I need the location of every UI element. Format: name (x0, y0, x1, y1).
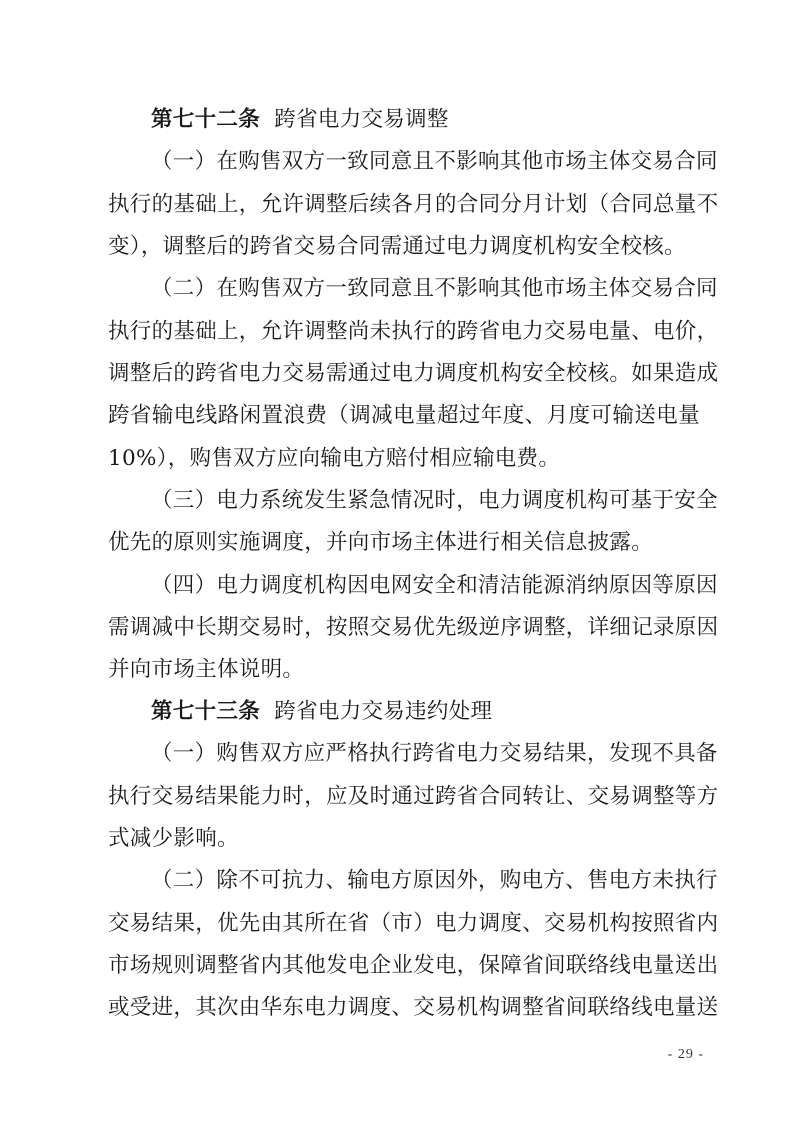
article-73-p1-line-2: 执行交易结果能力时，应及时通过跨省合同转让、交易调整等方 (108, 784, 719, 809)
article-72-p3-line-1: （三）电力系统发生紧急情况时，电力调度机构可基于安全 (151, 488, 718, 513)
article-72-p2-line-3: 调整后的跨省电力交易需通过电力调度机构安全校核。如果造成 (108, 361, 719, 386)
article-72-p4-line-2: 需调减中长期交易时，按照交易优先级逆序调整，详细记录原因 (108, 615, 719, 640)
article-73-p1-line-1: （一）购售双方应严格执行跨省电力交易结果，发现不具备 (151, 741, 718, 766)
article-73-number: 第七十三条 (151, 699, 261, 724)
article-73-p2-line-3: 市场规则调整省内其他发电企业发电，保障省间联络线电量送出 (108, 953, 719, 978)
article-73-p2-line-4: 或受进，其次由华东电力调度、交易机构调整省间联络线电量送 (108, 995, 719, 1020)
article-72-p3-line-2: 优先的原则实施调度，并向市场主体进行相关信息披露。 (108, 530, 654, 555)
article-72-p2-line-5: 10%），购售双方应向输电方赔付相应输电费。 (108, 446, 561, 471)
page-number: - 29 - (667, 1047, 704, 1062)
article-72-heading (151, 105, 700, 135)
article-72-p4-line-3: 并向市场主体说明。 (108, 657, 305, 682)
article-72-p2-line-4: 跨省输电线路闲置浪费（调减电量超过年度、月度可输送电量 (108, 403, 700, 428)
article-73-p1-line-3: 式减少影响。 (108, 826, 239, 851)
article-72-title: 跨省电力交易调整 (274, 107, 449, 132)
article-73-title: 跨省电力交易违约处理 (274, 699, 493, 724)
article-73-heading (151, 697, 700, 727)
article-72-p4-line-1: （四）电力调度机构因电网安全和清洁能源消纳原因等原因 (151, 573, 718, 598)
article-72-p1-line-3: 变），调整后的跨省交易合同需通过电力调度机构安全校核。 (108, 234, 686, 259)
article-72-p2-line-2: 执行的基础上，允许调整尚未执行的跨省电力交易电量、电价， (108, 319, 719, 344)
article-72-p1-line-1: （一）在购售双方一致同意且不影响其他市场主体交易合同 (151, 149, 718, 174)
article-72-number: 第七十二条 (151, 107, 261, 132)
article-73-p2-line-1: （二）除不可抗力、输电方原因外，购电方、售电方未执行 (151, 868, 718, 893)
article-72-p2-line-1: （二）在购售双方一致同意且不影响其他市场主体交易合同 (151, 276, 718, 301)
article-72-p1-line-2: 执行的基础上，允许调整后续各月的合同分月计划（合同总量不 (108, 192, 719, 217)
article-73-p2-line-2: 交易结果，优先由其所在省（市）电力调度、交易机构按照省内 (108, 911, 719, 936)
